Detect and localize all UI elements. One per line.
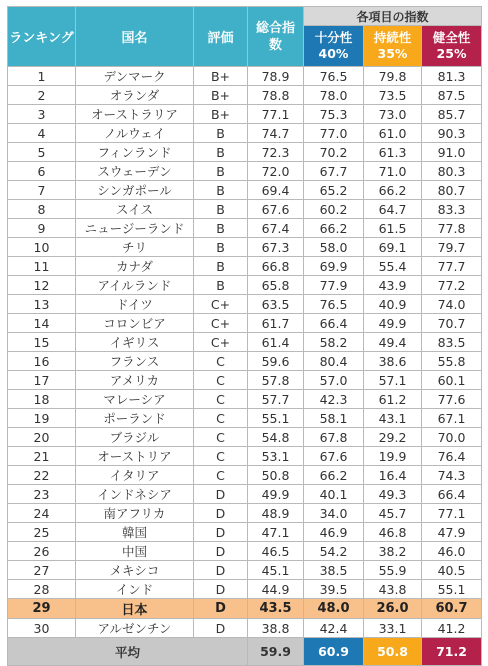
- table-row: [8, 86, 482, 105]
- cell-total: 44.9: [248, 580, 304, 599]
- table-row: [8, 523, 482, 542]
- cell-rating: B: [194, 257, 248, 276]
- cell-integrity: 60.1: [422, 371, 482, 390]
- cell-total: 59.6: [248, 352, 304, 371]
- cell-country: アイルランド: [76, 276, 194, 295]
- cell-total: 61.7: [248, 314, 304, 333]
- cell-adequacy: 58.1: [304, 409, 364, 428]
- cell-integrity: 70.7: [422, 314, 482, 333]
- cell-sustainability: 19.9: [364, 447, 422, 466]
- table-row: [8, 219, 482, 238]
- cell-rating: C: [194, 352, 248, 371]
- header-integrity-weight: 25%: [436, 46, 467, 61]
- cell-integrity: 74.0: [422, 295, 482, 314]
- cell-total: 45.1: [248, 561, 304, 580]
- cell-rank: 11: [8, 257, 76, 276]
- cell-rank: 1: [8, 67, 76, 86]
- cell-rank: 3: [8, 105, 76, 124]
- cell-sustainability: 49.3: [364, 485, 422, 504]
- cell-adequacy: 42.4: [304, 619, 364, 638]
- cell-adequacy: 39.5: [304, 580, 364, 599]
- cell-adequacy: 67.7: [304, 162, 364, 181]
- cell-sustainability: 33.1: [364, 619, 422, 638]
- cell-total: 72.3: [248, 143, 304, 162]
- cell-total: 50.8: [248, 466, 304, 485]
- cell-rating: B+: [194, 105, 248, 124]
- cell-rating: B+: [194, 67, 248, 86]
- cell-total: 57.7: [248, 390, 304, 409]
- cell-rank: 14: [8, 314, 76, 333]
- cell-rank: 9: [8, 219, 76, 238]
- pension-index-table-container: [7, 6, 481, 666]
- table-row: [8, 428, 482, 447]
- cell-sustainability: 73.5: [364, 86, 422, 105]
- cell-integrity: 79.7: [422, 238, 482, 257]
- cell-integrity: 55.1: [422, 580, 482, 599]
- cell-rating: D: [194, 561, 248, 580]
- cell-rank: 12: [8, 276, 76, 295]
- cell-country: チリ: [76, 238, 194, 257]
- header-total: [248, 7, 304, 67]
- cell-adequacy: 40.1: [304, 485, 364, 504]
- cell-rating: C: [194, 390, 248, 409]
- header-total-label: 総合指数: [255, 20, 295, 53]
- cell-rating: C: [194, 447, 248, 466]
- cell-country: フランス: [76, 352, 194, 371]
- header-rating: 評価: [194, 7, 248, 67]
- cell-rating: D: [194, 599, 248, 619]
- cell-sustainability: 71.0: [364, 162, 422, 181]
- cell-rating: B: [194, 200, 248, 219]
- cell-rating: C: [194, 466, 248, 485]
- average-adequacy: 60.9: [304, 638, 364, 666]
- cell-sustainability: 29.2: [364, 428, 422, 447]
- header-adequacy-weight: 40%: [318, 46, 349, 61]
- cell-adequacy: 66.4: [304, 314, 364, 333]
- cell-total: 74.7: [248, 124, 304, 143]
- cell-total: 69.4: [248, 181, 304, 200]
- cell-rating: B: [194, 276, 248, 295]
- cell-country: ニュージーランド: [76, 219, 194, 238]
- cell-adequacy: 76.5: [304, 67, 364, 86]
- table-row: [8, 580, 482, 599]
- header-adequacy-name: 十分性: [314, 30, 353, 45]
- table-row: [8, 143, 482, 162]
- cell-adequacy: 67.8: [304, 428, 364, 447]
- cell-rank: 8: [8, 200, 76, 219]
- cell-sustainability: 26.0: [364, 599, 422, 619]
- cell-total: 67.6: [248, 200, 304, 219]
- header-adequacy: [304, 26, 364, 67]
- header-rank: ランキング: [8, 7, 76, 67]
- cell-sustainability: 61.0: [364, 124, 422, 143]
- header-integrity: [422, 26, 482, 67]
- cell-sustainability: 55.9: [364, 561, 422, 580]
- table-row: [8, 371, 482, 390]
- cell-adequacy: 78.0: [304, 86, 364, 105]
- cell-total: 67.4: [248, 219, 304, 238]
- cell-country: アルゼンチン: [76, 619, 194, 638]
- cell-country: スウェーデン: [76, 162, 194, 181]
- cell-integrity: 77.6: [422, 390, 482, 409]
- cell-country: 南アフリカ: [76, 504, 194, 523]
- cell-total: 49.9: [248, 485, 304, 504]
- cell-sustainability: 69.1: [364, 238, 422, 257]
- cell-rank: 23: [8, 485, 76, 504]
- cell-adequacy: 77.9: [304, 276, 364, 295]
- table-row: [8, 124, 482, 143]
- cell-sustainability: 46.8: [364, 523, 422, 542]
- table-row: [8, 105, 482, 124]
- table-row: [8, 485, 482, 504]
- cell-country: イギリス: [76, 333, 194, 352]
- cell-integrity: 77.2: [422, 276, 482, 295]
- cell-country: スイス: [76, 200, 194, 219]
- cell-sustainability: 73.0: [364, 105, 422, 124]
- table-row: [8, 409, 482, 428]
- cell-total: 67.3: [248, 238, 304, 257]
- header-integrity-name: 健全性: [432, 30, 471, 45]
- cell-integrity: 76.4: [422, 447, 482, 466]
- cell-total: 54.8: [248, 428, 304, 447]
- cell-adequacy: 65.2: [304, 181, 364, 200]
- cell-rank: 19: [8, 409, 76, 428]
- cell-sustainability: 43.9: [364, 276, 422, 295]
- cell-rating: D: [194, 504, 248, 523]
- cell-adequacy: 58.0: [304, 238, 364, 257]
- table-row: [8, 542, 482, 561]
- cell-total: 53.1: [248, 447, 304, 466]
- cell-adequacy: 77.0: [304, 124, 364, 143]
- cell-adequacy: 42.3: [304, 390, 364, 409]
- cell-total: 57.8: [248, 371, 304, 390]
- cell-total: 65.8: [248, 276, 304, 295]
- cell-sustainability: 79.8: [364, 67, 422, 86]
- cell-adequacy: 80.4: [304, 352, 364, 371]
- cell-country: シンガポール: [76, 181, 194, 200]
- table-row: [8, 257, 482, 276]
- cell-rating: C+: [194, 333, 248, 352]
- cell-integrity: 91.0: [422, 143, 482, 162]
- cell-total: 78.8: [248, 86, 304, 105]
- cell-country: カナダ: [76, 257, 194, 276]
- cell-country: マレーシア: [76, 390, 194, 409]
- cell-sustainability: 61.2: [364, 390, 422, 409]
- cell-country: 日本: [76, 599, 194, 619]
- cell-country: オーストラリア: [76, 105, 194, 124]
- cell-integrity: 80.3: [422, 162, 482, 181]
- cell-sustainability: 43.8: [364, 580, 422, 599]
- cell-rating: C+: [194, 314, 248, 333]
- cell-adequacy: 34.0: [304, 504, 364, 523]
- average-row: [8, 638, 482, 666]
- table-row-japan: [8, 599, 482, 619]
- cell-rank: 20: [8, 428, 76, 447]
- cell-integrity: 85.7: [422, 105, 482, 124]
- table-row: [8, 200, 482, 219]
- cell-integrity: 46.0: [422, 542, 482, 561]
- average-label: 平均: [8, 638, 248, 666]
- cell-adequacy: 66.2: [304, 466, 364, 485]
- cell-integrity: 67.1: [422, 409, 482, 428]
- cell-adequacy: 54.2: [304, 542, 364, 561]
- cell-country: デンマーク: [76, 67, 194, 86]
- cell-sustainability: 64.7: [364, 200, 422, 219]
- header-sustainability: [364, 26, 422, 67]
- cell-rank: 24: [8, 504, 76, 523]
- cell-sustainability: 43.1: [364, 409, 422, 428]
- cell-adequacy: 69.9: [304, 257, 364, 276]
- cell-integrity: 87.5: [422, 86, 482, 105]
- table-row: [8, 466, 482, 485]
- cell-total: 63.5: [248, 295, 304, 314]
- cell-integrity: 41.2: [422, 619, 482, 638]
- cell-rating: B: [194, 238, 248, 257]
- table-row: [8, 181, 482, 200]
- cell-integrity: 77.1: [422, 504, 482, 523]
- table-row: [8, 447, 482, 466]
- table-row: [8, 238, 482, 257]
- cell-integrity: 77.8: [422, 219, 482, 238]
- cell-total: 66.8: [248, 257, 304, 276]
- cell-country: 中国: [76, 542, 194, 561]
- cell-rank: 25: [8, 523, 76, 542]
- table-header: [8, 7, 482, 67]
- cell-country: コロンビア: [76, 314, 194, 333]
- cell-sustainability: 45.7: [364, 504, 422, 523]
- cell-country: ブラジル: [76, 428, 194, 447]
- header-sustainability-name: 持続性: [373, 30, 412, 45]
- cell-sustainability: 49.9: [364, 314, 422, 333]
- table-row: [8, 276, 482, 295]
- table-row: [8, 295, 482, 314]
- cell-country: イタリア: [76, 466, 194, 485]
- cell-rank: 18: [8, 390, 76, 409]
- cell-adequacy: 66.2: [304, 219, 364, 238]
- cell-integrity: 74.3: [422, 466, 482, 485]
- cell-country: オランダ: [76, 86, 194, 105]
- cell-sustainability: 38.6: [364, 352, 422, 371]
- cell-rating: B+: [194, 86, 248, 105]
- cell-rating: B: [194, 162, 248, 181]
- cell-country: アメリカ: [76, 371, 194, 390]
- cell-rank: 15: [8, 333, 76, 352]
- cell-rank: 26: [8, 542, 76, 561]
- cell-rank: 22: [8, 466, 76, 485]
- cell-country: インド: [76, 580, 194, 599]
- average-total: 59.9: [248, 638, 304, 666]
- cell-sustainability: 38.2: [364, 542, 422, 561]
- table-row: [8, 352, 482, 371]
- cell-country: インドネシア: [76, 485, 194, 504]
- cell-adequacy: 46.9: [304, 523, 364, 542]
- cell-integrity: 66.4: [422, 485, 482, 504]
- cell-country: オーストリア: [76, 447, 194, 466]
- cell-integrity: 60.7: [422, 599, 482, 619]
- cell-integrity: 90.3: [422, 124, 482, 143]
- cell-rating: B: [194, 143, 248, 162]
- cell-rank: 28: [8, 580, 76, 599]
- cell-total: 43.5: [248, 599, 304, 619]
- cell-adequacy: 58.2: [304, 333, 364, 352]
- cell-rank: 29: [8, 599, 76, 619]
- cell-rank: 13: [8, 295, 76, 314]
- header-group: 各項目の指数: [304, 7, 482, 26]
- cell-rating: D: [194, 619, 248, 638]
- cell-rank: 30: [8, 619, 76, 638]
- cell-rank: 5: [8, 143, 76, 162]
- cell-integrity: 81.3: [422, 67, 482, 86]
- table-row: [8, 314, 482, 333]
- average-sustainability: 50.8: [364, 638, 422, 666]
- pension-index-table: [7, 6, 482, 666]
- cell-rating: C: [194, 371, 248, 390]
- cell-rating: D: [194, 542, 248, 561]
- cell-country: ポーランド: [76, 409, 194, 428]
- cell-integrity: 77.7: [422, 257, 482, 276]
- cell-rating: C: [194, 409, 248, 428]
- cell-sustainability: 49.4: [364, 333, 422, 352]
- cell-integrity: 55.8: [422, 352, 482, 371]
- cell-country: ノルウェイ: [76, 124, 194, 143]
- cell-rating: B: [194, 124, 248, 143]
- cell-sustainability: 40.9: [364, 295, 422, 314]
- cell-total: 72.0: [248, 162, 304, 181]
- table-row: [8, 67, 482, 86]
- table-row: [8, 619, 482, 638]
- cell-country: フィンランド: [76, 143, 194, 162]
- cell-rank: 7: [8, 181, 76, 200]
- cell-integrity: 83.5: [422, 333, 482, 352]
- cell-adequacy: 38.5: [304, 561, 364, 580]
- cell-rating: B: [194, 219, 248, 238]
- cell-rank: 2: [8, 86, 76, 105]
- cell-sustainability: 57.1: [364, 371, 422, 390]
- table-row: [8, 561, 482, 580]
- cell-adequacy: 76.5: [304, 295, 364, 314]
- cell-rank: 16: [8, 352, 76, 371]
- cell-sustainability: 55.4: [364, 257, 422, 276]
- cell-rank: 27: [8, 561, 76, 580]
- cell-rating: B: [194, 181, 248, 200]
- average-integrity: 71.2: [422, 638, 482, 666]
- cell-rank: 4: [8, 124, 76, 143]
- cell-rank: 17: [8, 371, 76, 390]
- header-country: 国名: [76, 7, 194, 67]
- cell-adequacy: 70.2: [304, 143, 364, 162]
- cell-rating: C: [194, 428, 248, 447]
- cell-rank: 21: [8, 447, 76, 466]
- table-body: [8, 67, 482, 638]
- table-row: [8, 504, 482, 523]
- header-sustainability-weight: 35%: [377, 46, 408, 61]
- cell-adequacy: 57.0: [304, 371, 364, 390]
- cell-adequacy: 67.6: [304, 447, 364, 466]
- cell-total: 48.9: [248, 504, 304, 523]
- cell-sustainability: 66.2: [364, 181, 422, 200]
- cell-rating: C+: [194, 295, 248, 314]
- cell-country: メキシコ: [76, 561, 194, 580]
- table-row: [8, 333, 482, 352]
- cell-rank: 6: [8, 162, 76, 181]
- cell-integrity: 80.7: [422, 181, 482, 200]
- cell-sustainability: 61.3: [364, 143, 422, 162]
- cell-total: 61.4: [248, 333, 304, 352]
- table-row: [8, 162, 482, 181]
- cell-rating: D: [194, 523, 248, 542]
- cell-rank: 10: [8, 238, 76, 257]
- cell-total: 78.9: [248, 67, 304, 86]
- cell-country: 韓国: [76, 523, 194, 542]
- cell-adequacy: 75.3: [304, 105, 364, 124]
- table-row: [8, 390, 482, 409]
- cell-total: 38.8: [248, 619, 304, 638]
- cell-total: 55.1: [248, 409, 304, 428]
- cell-integrity: 70.0: [422, 428, 482, 447]
- cell-sustainability: 61.5: [364, 219, 422, 238]
- cell-sustainability: 16.4: [364, 466, 422, 485]
- cell-integrity: 40.5: [422, 561, 482, 580]
- cell-country: ドイツ: [76, 295, 194, 314]
- cell-adequacy: 48.0: [304, 599, 364, 619]
- cell-total: 47.1: [248, 523, 304, 542]
- cell-integrity: 83.3: [422, 200, 482, 219]
- cell-integrity: 47.9: [422, 523, 482, 542]
- cell-adequacy: 60.2: [304, 200, 364, 219]
- cell-rating: D: [194, 580, 248, 599]
- cell-total: 46.5: [248, 542, 304, 561]
- cell-total: 77.1: [248, 105, 304, 124]
- cell-rating: D: [194, 485, 248, 504]
